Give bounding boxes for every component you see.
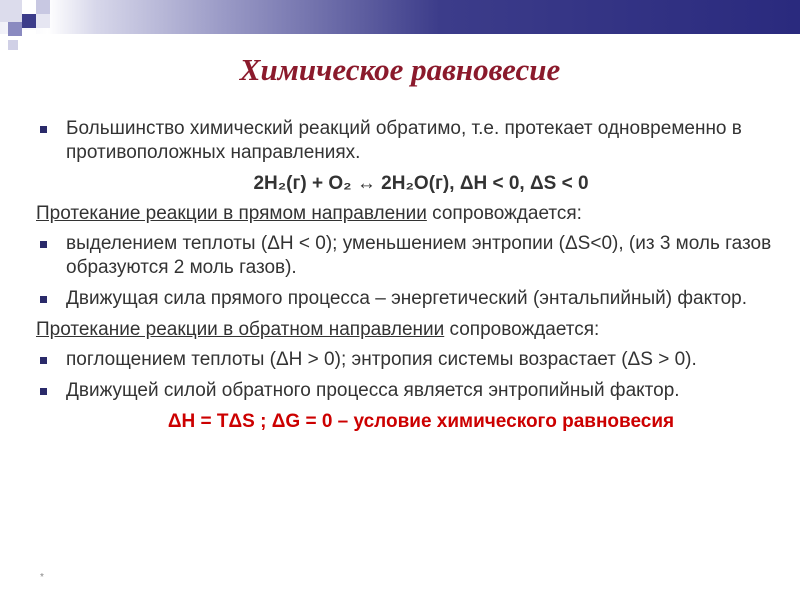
slide-content <box>36 117 776 434</box>
header-square <box>36 14 50 28</box>
bullet-text: выделением теплоты (ΔH < 0); уменьшением энтропии (ΔS<0), (из 3 моль газов образуются 2 моль газов). <box>66 233 772 278</box>
bullet-item <box>36 379 776 403</box>
bullet-item <box>36 287 776 311</box>
bullet-text: Движущая сила прямого процесса – энергетический (энтальпийный) фактор. <box>66 288 748 309</box>
forward-heading <box>36 202 776 226</box>
header-square <box>22 0 36 14</box>
reverse-heading <box>36 318 776 342</box>
reverse-heading-rest: сопровождается: <box>444 319 600 340</box>
bullet-text: Движущей силой обратного процесса является энтропийный фактор. <box>66 380 680 401</box>
header-square <box>22 30 36 44</box>
header-square <box>8 22 22 36</box>
reaction-equation: 2H₂(г) + O₂ ↔ 2H₂O(г), ΔH < 0, ΔS < 0 <box>253 173 589 194</box>
header-square <box>0 0 22 22</box>
header-decoration-bar <box>0 0 800 34</box>
header-square <box>36 0 50 14</box>
bullet-text: поглощением теплоты (ΔH > 0); энтропия системы возрастает (ΔS > 0). <box>66 349 697 370</box>
bullet-marker <box>40 296 47 303</box>
bullet-text: Большинство химический реакций обратимо, т.е. протекает одновременно в противоположных направлениях. <box>66 118 742 163</box>
forward-heading-rest: сопровождается: <box>426 203 582 224</box>
bullet-item <box>36 348 776 372</box>
header-square <box>22 14 36 28</box>
reverse-heading-underlined: Протекание реакции в обратном направлении <box>36 319 445 340</box>
equilibrium-condition: ΔH = TΔS ; ΔG = 0 – условие химического равновесия <box>167 411 675 432</box>
bullet-item <box>36 232 776 280</box>
bullet-marker <box>40 241 47 248</box>
header-square <box>8 40 18 50</box>
forward-heading-underlined: Протекание реакции в прямом направлении <box>36 203 427 224</box>
bullet-marker <box>40 357 47 364</box>
slide-title: Химическое равновесие <box>239 52 561 87</box>
footnote-mark: * <box>40 572 44 583</box>
bullet-marker <box>40 126 47 133</box>
bullet-marker <box>40 388 47 395</box>
bullet-item <box>36 117 776 165</box>
